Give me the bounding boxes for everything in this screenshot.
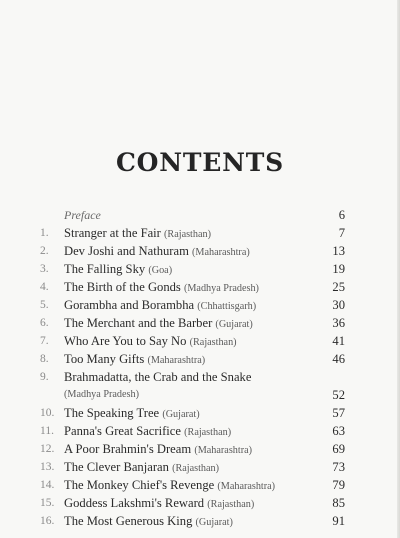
entry-region: (Rajasthan) (207, 499, 255, 510)
entry-region: (Rajasthan) (184, 427, 232, 438)
entry-region: (Maharashtra) (147, 355, 206, 366)
toc-entry (0, 457, 400, 477)
toc-entry (0, 367, 400, 387)
toc-entry-preface (0, 205, 400, 225)
entry-page: 85 (332, 496, 345, 510)
entry-number: 16. (40, 515, 55, 527)
entry-number: 5. (40, 299, 49, 311)
toc-entry (0, 511, 400, 531)
toc-entry (0, 421, 400, 441)
entry-page: 73 (332, 460, 345, 474)
entry-title: Preface (64, 208, 101, 222)
entry-number: 1. (40, 227, 49, 239)
entry-title: Gorambha and Borambha (64, 298, 195, 312)
contents-heading: CONTENTS (115, 148, 285, 177)
entry-number: 2. (40, 245, 49, 257)
entry-title: Panna's Great Sacrifice (64, 424, 181, 438)
entry-page: 7 (338, 226, 345, 240)
entry-number: 3. (40, 263, 49, 275)
toc-entry (0, 259, 400, 279)
entry-number: 9. (40, 371, 49, 383)
entry-text (64, 511, 233, 533)
entry-region: (Rajasthan) (189, 337, 237, 348)
entry-page: 19 (332, 262, 345, 276)
toc-entry (0, 331, 400, 351)
entry-title: A Poor Brahmin's Dream (64, 442, 192, 456)
entry-region: (Gujarat) (215, 319, 253, 330)
entry-region: (Rajasthan) (172, 463, 220, 474)
entry-page: 52 (332, 388, 345, 402)
entry-title: The Most Generous King (64, 514, 193, 528)
entry-number: 10. (40, 407, 55, 419)
entry-region: (Goa) (148, 265, 173, 276)
entry-page: 46 (332, 352, 345, 366)
toc-entry (0, 349, 400, 369)
entry-region: (Gujarat) (195, 517, 233, 528)
entry-page: 79 (332, 478, 345, 492)
entry-title: Goddess Lakshmi's Reward (64, 496, 205, 510)
entry-number: 12. (40, 443, 55, 455)
toc-entry (0, 241, 400, 261)
entry-region: (Maharashtra) (217, 481, 276, 492)
entry-title: The Speaking Tree (64, 406, 160, 420)
toc-entry (0, 439, 400, 459)
entry-number: 15. (40, 497, 55, 509)
entry-number: 13. (40, 461, 55, 473)
entry-number: 11. (40, 425, 54, 437)
entry-number: 8. (40, 353, 49, 365)
entry-number: 7. (40, 335, 49, 347)
entry-title: Too Many Gifts (64, 352, 145, 366)
entry-region: (Madhya Pradesh) (64, 389, 139, 400)
entry-page: 36 (332, 316, 345, 330)
entry-page: 25 (332, 280, 345, 294)
entry-page: 63 (332, 424, 345, 438)
entry-title: Brahmadatta, the Crab and the Snake (64, 370, 252, 384)
toc-entry (0, 475, 400, 495)
entry-page: 91 (332, 514, 345, 528)
entry-page: 13 (332, 244, 345, 258)
entry-region: (Rajasthan) (164, 229, 211, 240)
entry-title: The Birth of the Gonds (64, 280, 181, 294)
entry-region: (Maharashtra) (194, 445, 253, 456)
toc-entry (0, 277, 400, 297)
entry-page: 6 (338, 208, 345, 222)
entry-page: 41 (332, 334, 345, 348)
toc-entry (0, 295, 400, 315)
entry-page: 69 (332, 442, 345, 456)
entry-region: (Gujarat) (162, 409, 200, 420)
toc-entry-continuation (0, 385, 400, 405)
toc-entry (0, 223, 400, 243)
entry-title: The Clever Banjaran (64, 460, 169, 474)
entry-title: Dev Joshi and Nathuram (64, 244, 189, 258)
entry-title: The Falling Sky (64, 262, 146, 276)
entry-page: 30 (332, 298, 345, 312)
entry-region: (Madhya Pradesh) (183, 283, 259, 294)
entry-title: The Merchant and the Barber (64, 316, 213, 330)
toc-entry (0, 313, 400, 333)
entry-title: Who Are You to Say No (64, 334, 187, 348)
entry-title: The Monkey Chief's Revenge (64, 478, 215, 492)
entry-number: 14. (40, 479, 55, 491)
entry-region: (Maharashtra) (192, 247, 250, 258)
toc-entry (0, 493, 400, 513)
entry-number: 6. (40, 317, 49, 329)
entry-page: 57 (332, 406, 345, 420)
toc-entry (0, 403, 400, 423)
entry-number: 4. (40, 281, 49, 293)
entry-title: Stranger at the Fair (64, 226, 161, 240)
entry-region: (Chhattisgarh) (197, 301, 257, 312)
